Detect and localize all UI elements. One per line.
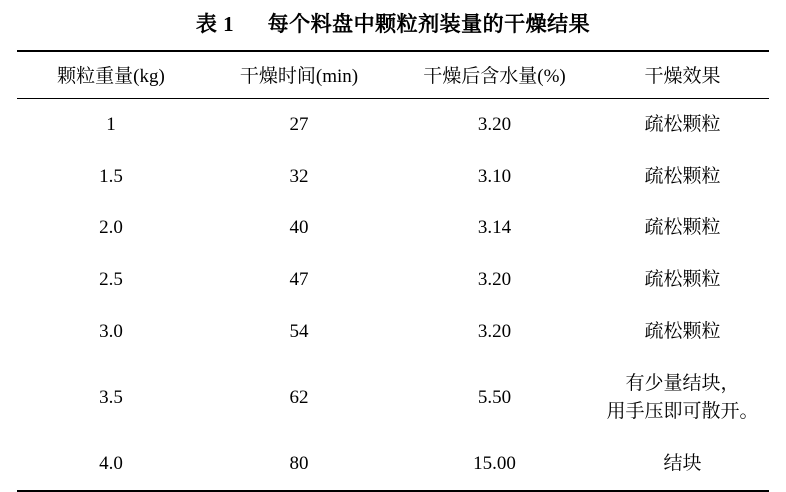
- table-caption-label: 表 1: [195, 12, 235, 36]
- column-header-moisture: 干燥后含水量(%): [393, 51, 596, 99]
- table-caption: [0, 0, 786, 50]
- table-body: [17, 99, 769, 491]
- cell-effect: 结块: [596, 438, 769, 491]
- column-header-weight: 颗粒重量(kg): [17, 51, 205, 99]
- table-row: [17, 99, 769, 151]
- cell-effect: 疏松颗粒: [644, 165, 721, 187]
- cell-time: 40: [289, 217, 309, 239]
- cell-time: 27: [289, 114, 309, 135]
- table-row: [17, 254, 769, 306]
- cell-moisture: 3.20: [477, 320, 512, 342]
- table-row: [17, 202, 769, 254]
- table-header-row: [17, 51, 769, 99]
- table-caption-title: 每个料盘中颗粒剂装量的干燥结果: [267, 12, 591, 36]
- cell-effect: 疏松颗粒: [644, 320, 721, 342]
- table-row: [17, 151, 769, 203]
- cell-moisture: 3.10: [477, 165, 512, 187]
- cell-moisture: 15.00: [393, 438, 596, 491]
- cell-weight: 3.0: [99, 320, 123, 342]
- cell-weight: 1.5: [99, 165, 123, 187]
- cell-moisture: 5.50: [477, 386, 512, 408]
- cell-moisture: 3.20: [477, 114, 512, 135]
- drying-results-table: [17, 50, 769, 492]
- cell-weight: 2.5: [99, 268, 123, 290]
- cell-time: 47: [289, 268, 309, 290]
- table-row: [17, 438, 769, 491]
- cell-effect-line1: 有少量结块，: [625, 373, 740, 395]
- table-row: [17, 357, 769, 438]
- cell-time: 62: [289, 386, 309, 408]
- cell-weight: 3.5: [99, 386, 123, 408]
- column-header-time: 干燥时间(min): [205, 51, 393, 99]
- cell-moisture: 3.14: [477, 217, 512, 239]
- cell-effect: 疏松颗粒: [644, 268, 721, 290]
- cell-weight: 1: [106, 114, 116, 135]
- cell-effect-line2: 用手压即可散开。: [606, 400, 759, 422]
- cell-weight: 4.0: [17, 438, 205, 491]
- cell-time: 32: [289, 165, 309, 187]
- table-row: [17, 306, 769, 358]
- cell-moisture: 3.20: [477, 268, 512, 290]
- cell-effect: 疏松颗粒: [644, 217, 721, 239]
- cell-weight: 2.0: [99, 217, 123, 239]
- cell-time: 54: [289, 320, 309, 342]
- column-header-effect: 干燥效果: [596, 51, 769, 99]
- table-header: [17, 51, 769, 99]
- cell-effect: [596, 357, 769, 438]
- cell-time: 80: [205, 438, 393, 491]
- cell-effect: 疏松颗粒: [644, 114, 721, 135]
